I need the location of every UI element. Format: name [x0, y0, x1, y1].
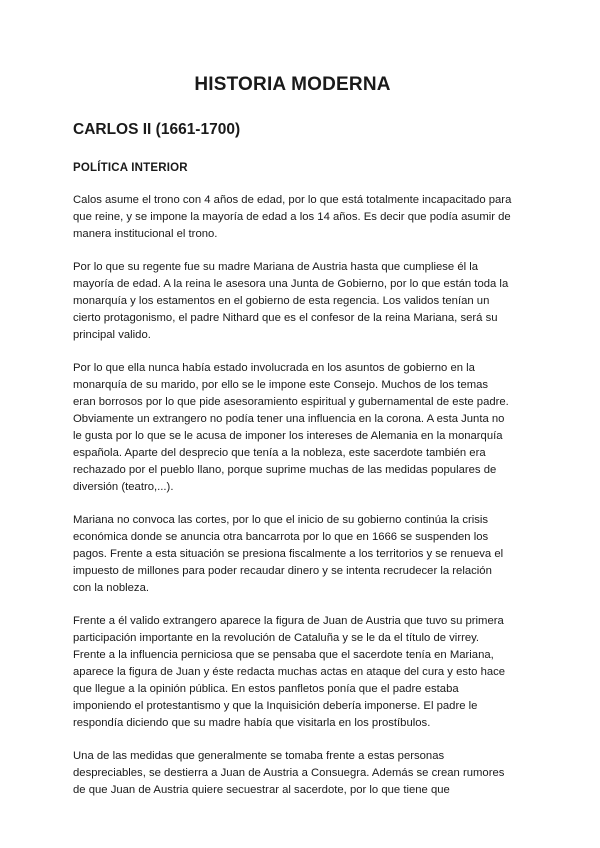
paragraph: Una de las medidas que generalmente se tomaba frente a estas personas despreciables, se destierra a Juan de Austria a Consuegra. Además se crean rumores de que Juan de Austria quiere secuestrar al sacerdote, por lo que tiene que [73, 750, 505, 796]
paragraph: Por lo que su regente fue su madre Mariana de Austria hasta que cumpliese él la mayoría de edad. A la reina le asesora una Junta de Gobierno, por lo que están toda la monarquía y los estamentos en el gobierno de esta regencia. Los validos tenían un cierto protagonismo, el padre Nithard que es el confesor de la reina Mariana, será su principal valido. [73, 261, 509, 341]
paragraph: Calos asume el trono con 4 años de edad, por lo que está totalmente incapacitado para que reine, y se impone la mayoría de edad a los 14 años. Es decir que podía asumir de manera institucional el trono. [73, 194, 512, 240]
section-title: CARLOS II (1661-1700) [73, 121, 241, 138]
paragraph: Frente a él valido extrangero aparece la figura de Juan de Austria que tuvo su primera participación importante en la revolución de Cataluña y se le da el título de virrey. Frente a la influencia perniciosa que se pensaba que el sacerdote tenía en Mariana, aparece la figura de Juan y éste redacta muchas actas en ataque del cura y esto hace que llegue a la opinión pública. En estos panfletos ponía que el padre estaba imponiendo el protestantismo y que la Inquisición debería imponerse. El padre le respondía diciendo que su madre había que visitarla en los prostíbulos. [73, 615, 506, 729]
paragraph: Por lo que ella nunca había estado involucrada en los asuntos de gobierno en la monarquía de su marido, por ello se le impone este Consejo. Muchos de los temas eran borrosos por lo que pide asesoramiento espiritual y gubernamental de este padre. Obviamente un extrangero no podía tener una influencia en la corona. A esta Junta no le gusta por lo que se le acusa de imponer los intereses de Alemania en la monarquía española. Aparte del desprecio que tenía a la nobleza, este sacerdote también era rechazado por el pueblo llano, porque suprime muchas de las medidas populares de diversión (teatro,...). [73, 362, 509, 493]
paragraph: Mariana no convoca las cortes, por lo que el inicio de su gobierno continúa la crisis económica donde se anuncia otra bancarrota por lo que en 1666 se suspenden los pagos. Frente a esta situación se presiona fiscalmente a los territorios y se renueva el impuesto de millones para poder recaudar dinero y se intenta recrudecer la relación con la nobleza. [73, 514, 504, 594]
document-title: HISTORIA MODERNA [194, 74, 391, 95]
subsection-title: POLÍTICA INTERIOR [73, 162, 188, 174]
